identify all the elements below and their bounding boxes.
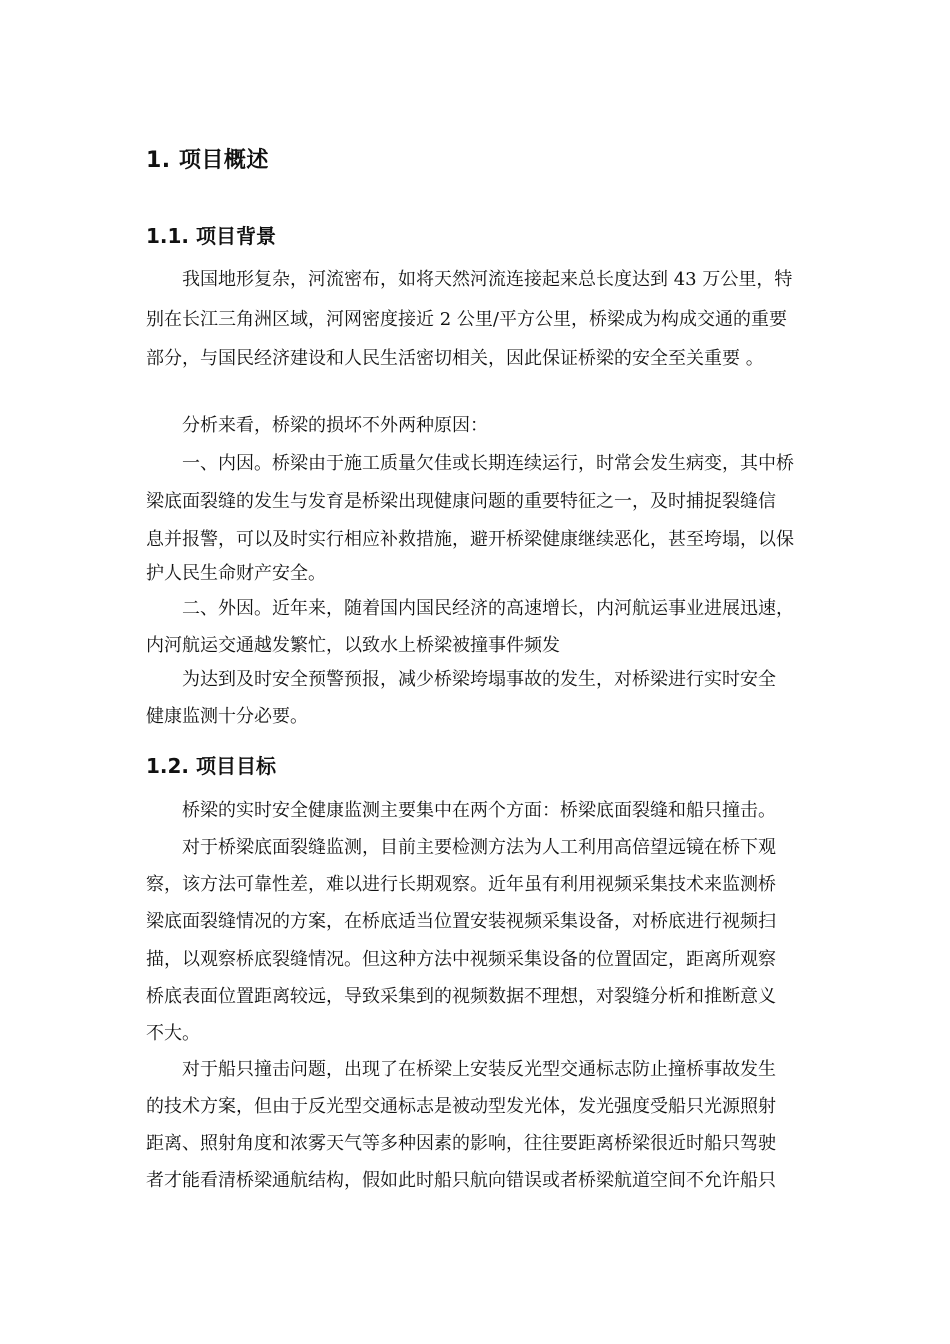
paragraph-line: 不大。: [146, 1023, 200, 1044]
paragraph-line: 健康监测十分必要。: [146, 706, 308, 727]
paragraph-line: 别在长江三角洲区域，河网密度接近 2 公里/平方公里，桥梁成为构成交通的重要: [146, 309, 787, 330]
paragraph-line: 我国地形复杂，河流密布，如将天然河流连接起来总长度达到 43 万公里，特: [182, 269, 793, 290]
paragraph-line: 梁底面裂缝的发生与发育是桥梁出现健康问题的重要特征之一，及时捕捉裂缝信: [146, 491, 776, 512]
paragraph-line: 一、内因。桥梁由于施工质量欠佳或长期连续运行，时常会发生病变，其中桥: [182, 453, 794, 474]
paragraph-line: 桥底表面位置距离较远，导致采集到的视频数据不理想，对裂缝分析和推断意义: [146, 986, 776, 1007]
paragraph-line: 护人民生命财产安全。: [146, 563, 326, 584]
paragraph-line: 察，该方法可靠性差，难以进行长期观察。近年虽有利用视频采集技术来监测桥: [146, 874, 776, 895]
paragraph-line: 二、外因。近年来，随着国内国民经济的高速增长，内河航运事业进展迅速，: [182, 598, 794, 619]
paragraph-line: 内河航运交通越发繁忙，以致水上桥梁被撞事件频发: [146, 635, 560, 656]
paragraph-line: 对于船只撞击问题，出现了在桥梁上安装反光型交通标志防止撞桥事故发生: [182, 1059, 776, 1080]
paragraph-line: 描，以观察桥底裂缝情况。但这种方法中视频采集设备的位置固定，距离所观察: [146, 949, 776, 970]
paragraph-line: 距离、照射角度和浓雾天气等多种因素的影响，往往要距离桥梁很近时船只驾驶: [146, 1133, 776, 1154]
paragraph-line: 桥梁的实时安全健康监测主要集中在两个方面：桥梁底面裂缝和船只撞击。: [182, 800, 776, 821]
paragraph-line: 为达到及时安全预警预报，减少桥梁垮塌事故的发生，对桥梁进行实时安全: [182, 669, 776, 690]
heading-project-background: 1.1. 项目背景: [146, 224, 276, 248]
heading-project-overview: 1. 项目概述: [146, 148, 269, 173]
paragraph-line: 部分，与国民经济建设和人民生活密切相关，因此保证桥梁的安全至关重要 。: [146, 348, 764, 369]
paragraph-line: 分析来看，桥梁的损坏不外两种原因：: [182, 415, 488, 436]
paragraph-line: 者才能看清桥梁通航结构，假如此时船只航向错误或者桥梁航道空间不允许船只: [146, 1170, 776, 1191]
paragraph-line: 的技术方案，但由于反光型交通标志是被动型发光体，发光强度受船只光源照射: [146, 1096, 776, 1117]
paragraph-line: 息并报警，可以及时实行相应补救措施，避开桥梁健康继续恶化，甚至垮塌，以保: [146, 529, 794, 550]
heading-project-goal: 1.2. 项目目标: [146, 754, 276, 778]
paragraph-line: 梁底面裂缝情况的方案，在桥底适当位置安装视频采集设备，对桥底进行视频扫: [146, 911, 776, 932]
paragraph-line: 对于桥梁底面裂缝监测，目前主要检测方法为人工利用高倍望远镜在桥下观: [182, 837, 776, 858]
